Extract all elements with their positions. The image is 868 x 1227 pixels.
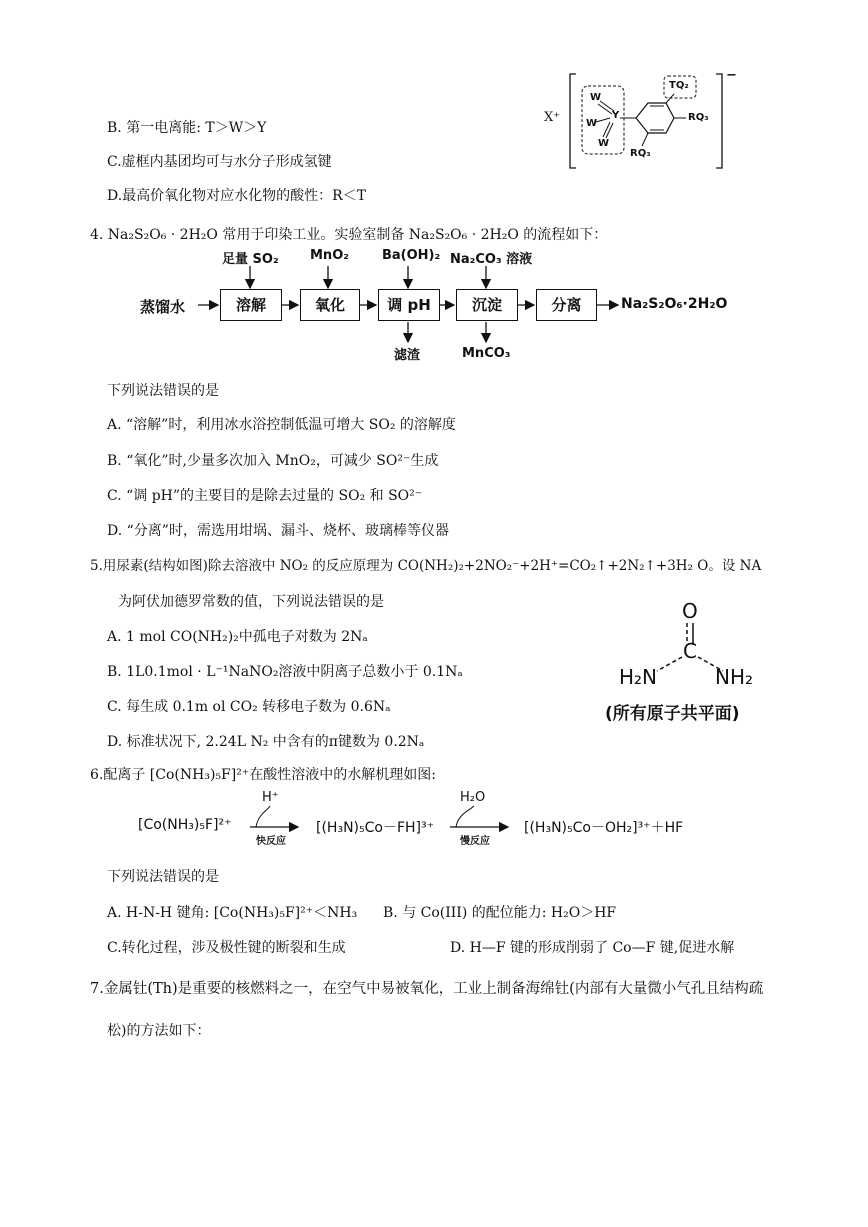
q4-prompt: 下列说法错误的是	[107, 383, 219, 399]
q5-option-c: C. 每生成 0.1m ol CO₂ 转移电子数为 0.6Nₐ	[107, 699, 391, 715]
flow-step-dissolve: 溶解	[220, 289, 282, 321]
q5-option-d: D. 标准状况下, 2.24L N₂ 中含有的π键数为 0.2Nₐ	[107, 734, 425, 750]
urea-o-label: O	[682, 599, 698, 623]
input-baoh2-label: Ba(OH)₂	[382, 248, 441, 263]
w-label-3: W	[598, 138, 610, 149]
q6-option-d: D. H—F 键的形成削弱了 Co—F 键,促进水解	[450, 940, 735, 956]
flow-step-separate: 分离	[536, 289, 597, 321]
q5-stem-line1: 5.用尿素(结构如图)除去溶液中 NO₂ 的反应原理为 CO(NH₂)₂+2NO₂⁻+2H⁺=CO₂↑+2N₂↑+3H₂ O。设 NA	[90, 558, 762, 574]
q7-stem-line1: 7.金属钍(Th)是重要的核燃料之一，在空气中易被氧化，工业上制备海绵钍(内部有大量微小气孔且结构疏	[90, 981, 764, 997]
q4-option-b: B. “氧化”时,少量多次加入 MnO₂，可减少 SO²⁻生成	[107, 453, 439, 469]
flow-step-adjust-ph: 调 pH	[378, 289, 440, 321]
flow-step-precipitate: 沉淀	[456, 289, 518, 321]
input-so2-label: 足量 SO₂	[222, 252, 279, 267]
flow-start-label: 蒸馏水	[140, 298, 186, 316]
species-3: [(H₃N)₅Co－OH₂]³⁺＋HF	[524, 820, 684, 836]
q5-stem-line2: 为阿伏加德罗常数的值，下列说法错误的是	[118, 594, 384, 610]
rq3-label-2: RQ₃	[630, 148, 651, 159]
tq2-label: TQ₂	[669, 80, 689, 91]
slow-reaction-label: 慢反应	[460, 836, 490, 847]
q6-prompt: 下列说法错误的是	[107, 869, 219, 885]
q6-option-c: C.转化过程，涉及极性键的断裂和生成	[107, 940, 346, 956]
q6-option-b: B. 与 Co(III) 的配位能力: H₂O＞HF	[383, 905, 617, 921]
flow-step-oxidize: 氧化	[300, 289, 360, 321]
charge-label: −	[726, 68, 737, 83]
q4-stem: 4. Na₂S₂O₆ · 2H₂O 常用于印染工业。实验室制备 Na₂S₂O₆ · 2H₂O 的流程如下：	[90, 227, 608, 243]
q5-option-b: B. 1L0.1mol · L⁻¹NaNO₂溶液中阴离子总数小于 0.1Nₐ	[107, 664, 463, 680]
q6-mechanism	[138, 788, 738, 848]
reagent-h2o: H₂O	[460, 790, 486, 805]
q4-flowchart	[140, 246, 760, 366]
w-label-1: W	[590, 92, 602, 103]
flow-product-label: Na₂S₂O₆·2H₂O	[621, 296, 728, 312]
urea-nh2-label: NH₂	[715, 665, 754, 689]
q3-structure	[540, 68, 740, 173]
urea-structure	[605, 595, 795, 725]
q3-option-b: B. 第一电离能: T＞W＞Y	[107, 120, 267, 136]
rq3-label-1: RQ₃	[688, 112, 709, 123]
input-na2co3-label: Na₂CO₃ 溶液	[450, 252, 533, 267]
q3-option-c: C.虚框内基团均可与水分子形成氢键	[107, 154, 332, 170]
q6-stem: 6.配离子 [Co(NH₃)₅F]²⁺在酸性溶液中的水解机理如图:	[90, 767, 436, 783]
species-1: [Co(NH₃)₅F]²⁺	[138, 817, 232, 833]
fast-reaction-label: 快反应	[256, 836, 286, 847]
q6-option-a: A. H-N-H 键角: [Co(NH₃)₅F]²⁺＜NH₃	[107, 905, 358, 921]
cation-label: X⁺	[544, 110, 561, 125]
input-mno2-label: MnO₂	[310, 248, 349, 263]
q4-option-d: D. “分离”时，需选用坩埚、漏斗、烧杯、玻璃棒等仪器	[107, 523, 449, 539]
reagent-h-plus: H⁺	[262, 790, 279, 805]
q7-stem-line2: 松)的方法如下：	[107, 1023, 211, 1039]
species-2: [(H₃N)₅Co－FH]³⁺	[316, 820, 434, 836]
urea-h2n-label: H₂N	[619, 665, 658, 689]
output-mnco3-label: MnCO₃	[462, 346, 511, 361]
w-label-2: W	[586, 118, 598, 129]
q5-option-a: A. 1 mol CO(NH₂)₂中孤电子对数为 2Nₐ	[107, 629, 368, 645]
output-residue-label: 滤渣	[394, 348, 421, 363]
urea-caption: (所有原子共平面)	[605, 704, 740, 724]
q4-option-c: C. “调 pH”的主要目的是除去过量的 SO₂ 和 SO²⁻	[107, 488, 423, 504]
urea-c-label: C	[683, 639, 697, 663]
q4-option-a: A. “溶解”时，利用冰水浴控制低温可增大 SO₂ 的溶解度	[107, 417, 456, 433]
q3-option-d: D.最高价氧化物对应水化物的酸性：R＜T	[107, 188, 367, 204]
y-label: Y	[612, 110, 620, 121]
